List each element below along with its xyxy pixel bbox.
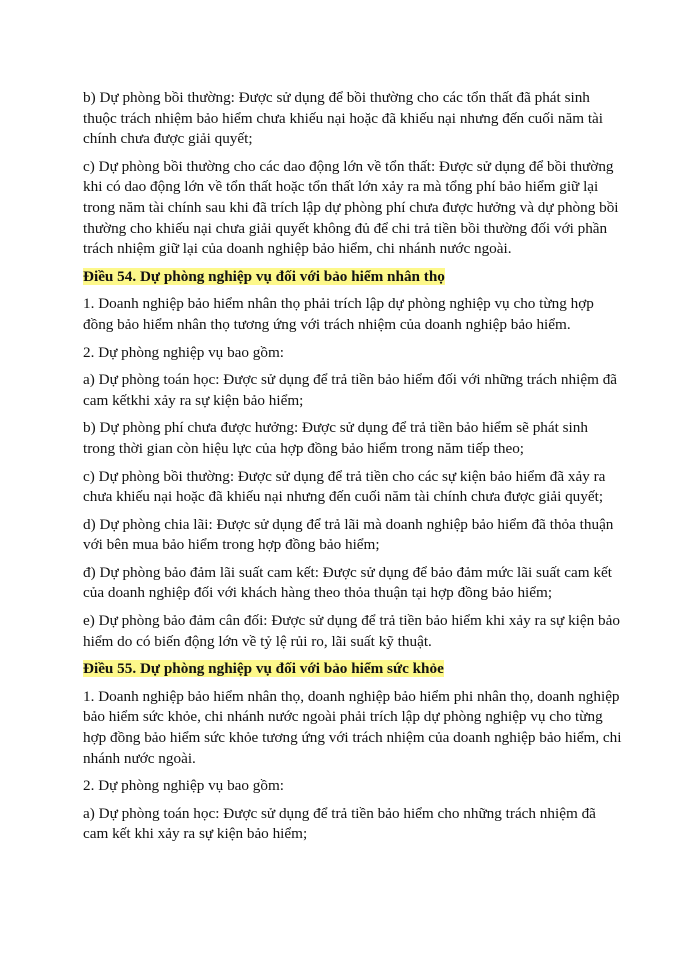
article-54-item-dd: đ) Dự phòng bảo đảm lãi suất cam kết: Được sử dụng để bảo đảm mức lãi suất cam kết của doanh nghiệp đối với khách hàng theo thỏa thuận tại hợp đồng bảo hiểm; <box>83 563 612 602</box>
article-54-item-e: e) Dự phòng bảo đảm cân đối: Được sử dụng để trả tiền bảo hiểm khi xảy ra sự kiện bảo hiểm do có biến động lớn về tỷ lệ rủi ro, lãi suất kỹ thuật. <box>83 612 620 650</box>
article-55-paragraph-1: 1. Doanh nghiệp bảo hiểm nhân thọ, doanh nghiệp bảo hiểm phi nhân thọ, doanh nghiệp bảo hiểm sức khỏe, chi nhánh nước ngoài phải trích lập dự phòng nghiệp vụ cho từng hợp đồng bảo hiểm sức khỏe tương ứng với trách nhiệm của doanh nghiệp bảo hiểm, chi nhánh nước ngoài. <box>83 687 622 767</box>
article-54-heading <box>83 267 623 288</box>
article-55-item-a: a) Dự phòng toán học: Được sử dụng để trả tiền bảo hiểm cho những trách nhiệm đã cam kết khi xảy ra sự kiện bảo hiểm; <box>83 804 596 843</box>
article-54-paragraph-2: 2. Dự phòng nghiệp vụ bao gồm: <box>83 343 285 361</box>
document-body <box>83 88 623 852</box>
article-54-item-c: c) Dự phòng bồi thường: Được sử dụng để trả tiền cho các sự kiện bảo hiểm đã xảy ra chưa khiếu nại hoặc đã khiếu nại nhưng đến cuối năm tài chính chưa được giải quyết; <box>83 467 606 506</box>
article-54-heading-text: Điều 54. Dự phòng nghiệp vụ đối với bảo hiểm nhân thọ <box>83 267 445 285</box>
article-55-heading <box>83 659 623 680</box>
article-55-heading-text: Điều 55. Dự phòng nghiệp vụ đối với bảo hiểm sức khỏe <box>83 660 444 678</box>
paragraph-c-large-loss-reserve: c) Dự phòng bồi thường cho các dao động lớn về tổn thất: Được sử dụng để bồi thường khi có dao động lớn về tổn thất hoặc tổn thất lớn xảy ra mà tổng phí bảo hiểm giữ lại trong năm tài chính sau khi đã trích lập dự phòng phí chưa được hưởng và dự phòng bồi thường cho khiếu nại chưa giải quyết không đủ để chi trả tiền bồi thường đối với phần trách nhiệm giữ lại của doanh nghiệp bảo hiểm, chi nhánh nước ngoài. <box>83 157 619 258</box>
article-54-item-d: d) Dự phòng chia lãi: Được sử dụng để trả lãi mà doanh nghiệp bảo hiểm đã thỏa thuận với bên mua bảo hiểm trong hợp đồng bảo hiểm; <box>83 515 614 554</box>
article-54-item-b: b) Dự phòng phí chưa được hưởng: Được sử dụng để trả tiền bảo hiểm sẽ phát sinh trong thời gian còn hiệu lực của hợp đồng bảo hiểm trong năm tiếp theo; <box>83 419 588 457</box>
article-54-paragraph-1: 1. Doanh nghiệp bảo hiểm nhân thọ phải trích lập dự phòng nghiệp vụ cho từng hợp đồng bảo hiểm nhân thọ tương ứng với trách nhiệm của doanh nghiệp bảo hiểm. <box>83 295 594 333</box>
article-54-item-a: a) Dự phòng toán học: Được sử dụng để trả tiền bảo hiểm đối với những trách nhiệm đã cam kếtkhi xảy ra sự kiện bảo hiểm; <box>83 371 618 409</box>
article-55-paragraph-2: 2. Dự phòng nghiệp vụ bao gồm: <box>83 777 285 795</box>
paragraph-b-compensation-reserve: b) Dự phòng bồi thường: Được sử dụng để bồi thường cho các tổn thất đã phát sinh thuộc trách nhiệm bảo hiểm chưa khiếu nại hoặc đã khiếu nại nhưng đến cuối năm tài chính chưa được giải quyết; <box>83 89 604 148</box>
